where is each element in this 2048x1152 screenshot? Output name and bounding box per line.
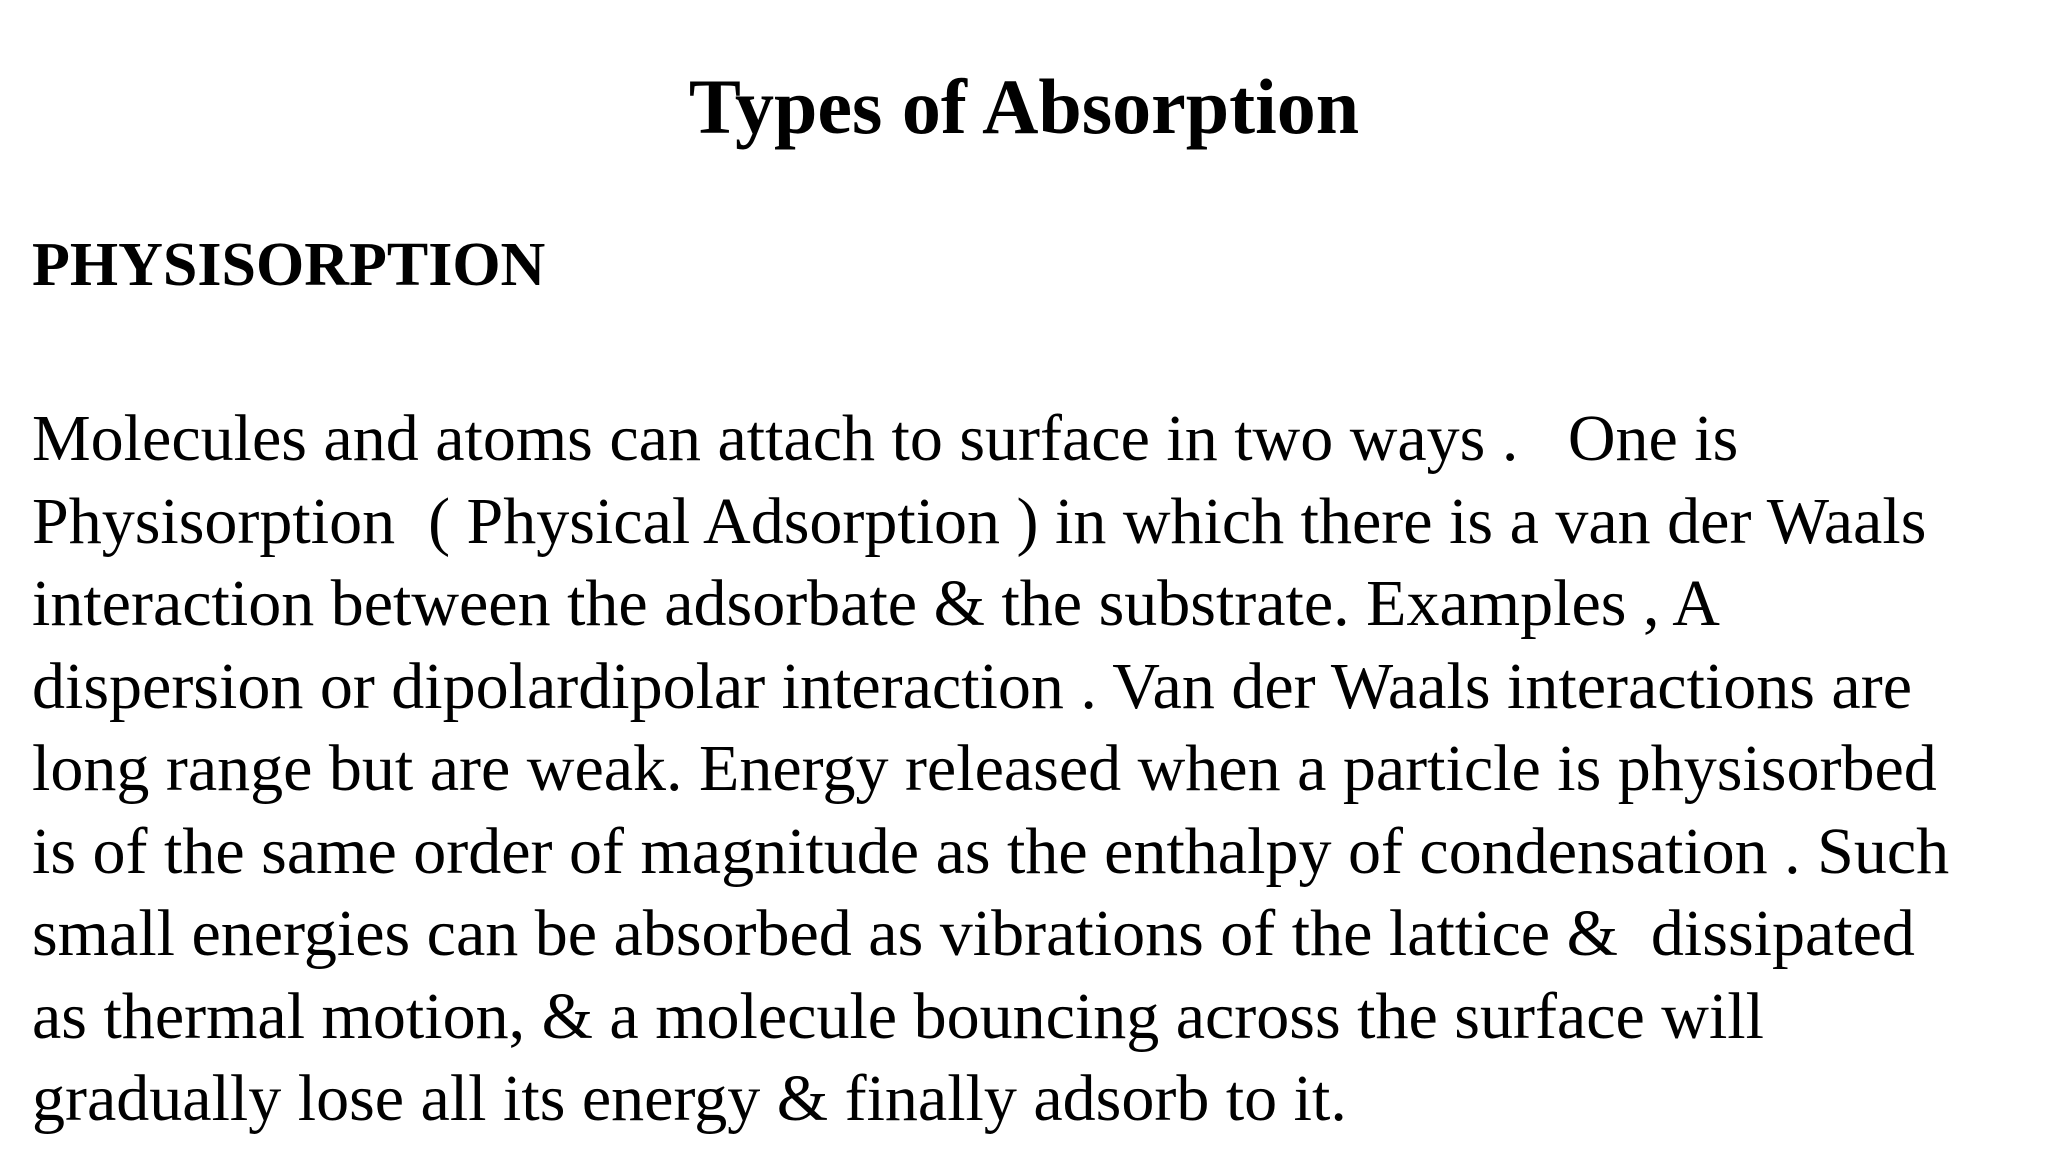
slide-title: Types of Absorption [688, 63, 1360, 150]
paragraph-line: interaction between the adsorbate & the substrate. Examples , A [32, 567, 1720, 640]
paragraph-line: gradually lose all its energy & finally adsorb to it. [32, 1062, 1347, 1135]
paragraph-line: is of the same order of magnitude as the enthalpy of condensation . Such [32, 814, 1950, 888]
paragraph-line: as thermal motion, & a molecule bouncing across the surface will [32, 979, 1764, 1053]
paragraph-line: small energies can be absorbed as vibrations of the lattice & dissipated [32, 897, 1915, 970]
paragraph-line: dispersion or dipolardipolar interaction . Van der Waals interactions are [32, 649, 1913, 723]
section-heading: PHYSISORPTION [32, 231, 546, 299]
body-paragraph [32, 398, 2032, 1141]
paragraph-line: Physisorption ( Physical Adsorption ) in which there is a van der Waals [32, 484, 1927, 558]
paragraph-line: long range but are weak. Energy released when a particle is physisorbed [32, 732, 1937, 805]
paragraph-line: Molecules and atoms can attach to surface in two ways . One is [32, 402, 1739, 475]
